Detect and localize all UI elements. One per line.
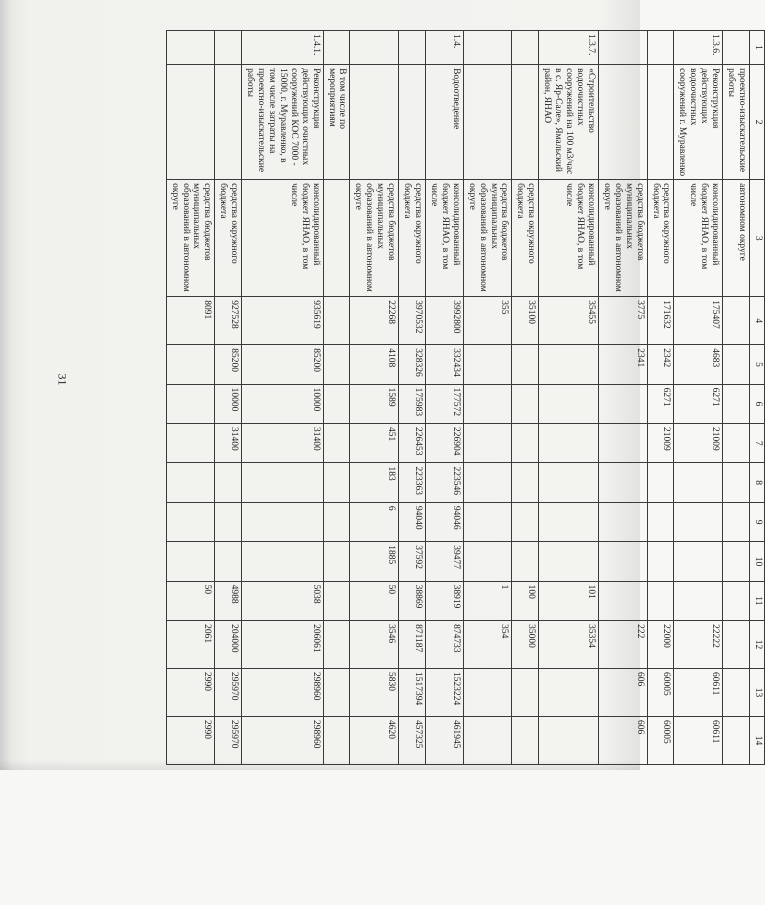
amount-cell bbox=[539, 716, 599, 764]
row-code-cell bbox=[512, 31, 539, 65]
column-header: 11 bbox=[750, 581, 765, 620]
measure-name-cell bbox=[399, 65, 426, 180]
measure-name-cell bbox=[166, 65, 215, 180]
amount-cell: 10000 bbox=[242, 384, 323, 423]
amount-cell: 60005 bbox=[647, 716, 674, 764]
funding-source-cell: средства бюджетов муниципальных образований в автономном округе bbox=[463, 180, 512, 297]
amount-cell: 2990 bbox=[166, 716, 215, 764]
amount-cell: 31400 bbox=[215, 424, 242, 463]
amount-cell: 60611 bbox=[674, 669, 723, 717]
amount-cell: 22000 bbox=[647, 621, 674, 669]
amount-cell: 3546 bbox=[350, 621, 399, 669]
amount-cell: 37592 bbox=[399, 542, 426, 581]
column-header: 10 bbox=[750, 542, 765, 581]
measure-name-cell bbox=[598, 65, 647, 180]
amount-cell bbox=[674, 463, 723, 502]
amount-cell: 1523224 bbox=[426, 669, 464, 717]
amount-cell: 328326 bbox=[399, 345, 426, 384]
amount-cell: 226453 bbox=[399, 424, 426, 463]
amount-cell: 1885 bbox=[350, 542, 399, 581]
amount-cell bbox=[674, 542, 723, 581]
amount-cell bbox=[598, 384, 647, 423]
amount-cell bbox=[723, 621, 750, 669]
amount-cell bbox=[539, 669, 599, 717]
amount-cell: 2341 bbox=[598, 345, 647, 384]
amount-cell: 2990 bbox=[166, 669, 215, 717]
amount-cell: 223546 bbox=[426, 463, 464, 502]
table-row bbox=[598, 31, 647, 765]
amount-cell: 4683 bbox=[674, 345, 723, 384]
amount-cell: 295970 bbox=[215, 716, 242, 764]
amount-cell bbox=[723, 502, 750, 541]
amount-cell bbox=[463, 384, 512, 423]
amount-cell bbox=[323, 502, 350, 541]
row-code-cell: 1.4. bbox=[426, 31, 464, 65]
amount-cell: 355 bbox=[463, 297, 512, 345]
amount-cell: 35354 bbox=[539, 621, 599, 669]
amount-cell: 222 bbox=[598, 621, 647, 669]
amount-cell: 177572 bbox=[426, 384, 464, 423]
amount-cell: 85200 bbox=[215, 345, 242, 384]
row-code-cell bbox=[323, 31, 350, 65]
amount-cell: 50 bbox=[166, 581, 215, 620]
amount-cell bbox=[166, 463, 215, 502]
amount-cell: 354 bbox=[463, 621, 512, 669]
amount-cell: 874733 bbox=[426, 621, 464, 669]
amount-cell: 101 bbox=[539, 581, 599, 620]
amount-cell: 2342 bbox=[647, 345, 674, 384]
column-header: 8 bbox=[750, 463, 765, 502]
amount-cell: 4108 bbox=[350, 345, 399, 384]
amount-cell bbox=[598, 424, 647, 463]
table-row bbox=[242, 31, 323, 765]
amount-cell bbox=[647, 542, 674, 581]
column-header: 3 bbox=[750, 180, 765, 297]
amount-cell bbox=[512, 345, 539, 384]
amount-cell: 38919 bbox=[426, 581, 464, 620]
amount-cell bbox=[323, 384, 350, 423]
amount-cell bbox=[463, 463, 512, 502]
row-code-cell bbox=[723, 31, 750, 65]
funding-source-cell: средства окружного бюджета bbox=[215, 180, 242, 297]
measure-name-cell bbox=[647, 65, 674, 180]
amount-cell bbox=[674, 502, 723, 541]
amount-cell bbox=[723, 716, 750, 764]
amount-cell: 171632 bbox=[647, 297, 674, 345]
measure-name-cell: проектно-изыскательские работы bbox=[723, 65, 750, 180]
amount-cell: 60005 bbox=[647, 669, 674, 717]
funding-source-cell: средства бюджетов муниципальных образований в автономном округе bbox=[166, 180, 215, 297]
amount-cell bbox=[323, 542, 350, 581]
amount-cell: 35100 bbox=[512, 297, 539, 345]
table-row bbox=[215, 31, 242, 765]
column-header: 13 bbox=[750, 669, 765, 717]
amount-cell: 175407 bbox=[674, 297, 723, 345]
row-code-cell bbox=[399, 31, 426, 65]
measure-name-cell: «Строительство водоочистных сооружений на 100 м3/час в с. Яр-Сале», Ямальский район, ЯНАО bbox=[539, 65, 599, 180]
column-header: 7 bbox=[750, 424, 765, 463]
amount-cell bbox=[512, 716, 539, 764]
amount-cell: 606 bbox=[598, 669, 647, 717]
row-code-cell bbox=[598, 31, 647, 65]
column-header: 9 bbox=[750, 502, 765, 541]
funding-source-cell: консолидированный бюджет ЯНАО, в том числе bbox=[539, 180, 599, 297]
amount-cell: 4988 bbox=[215, 581, 242, 620]
amount-cell: 10000 bbox=[215, 384, 242, 423]
amount-cell bbox=[598, 542, 647, 581]
amount-cell: 21009 bbox=[674, 424, 723, 463]
amount-cell: 332434 bbox=[426, 345, 464, 384]
table-row bbox=[323, 31, 350, 765]
amount-cell: 935619 bbox=[242, 297, 323, 345]
budget-table bbox=[166, 30, 765, 765]
amount-cell bbox=[539, 502, 599, 541]
row-code-cell bbox=[350, 31, 399, 65]
funding-source-cell: средства окружного бюджета bbox=[647, 180, 674, 297]
amount-cell bbox=[323, 345, 350, 384]
amount-cell bbox=[323, 669, 350, 717]
funding-source-cell: средства окружного бюджета bbox=[399, 180, 426, 297]
table-row bbox=[512, 31, 539, 765]
funding-source-cell: консолидированный бюджет ЯНАО, в том числе bbox=[242, 180, 323, 297]
amount-cell bbox=[723, 463, 750, 502]
amount-cell bbox=[242, 502, 323, 541]
amount-cell: 461945 bbox=[426, 716, 464, 764]
amount-cell: 22222 bbox=[674, 621, 723, 669]
amount-cell bbox=[166, 502, 215, 541]
amount-cell: 50 bbox=[350, 581, 399, 620]
table-row bbox=[166, 31, 215, 765]
amount-cell bbox=[323, 716, 350, 764]
amount-cell: 226904 bbox=[426, 424, 464, 463]
rotated-table-container bbox=[115, 30, 765, 765]
amount-cell bbox=[166, 424, 215, 463]
amount-cell bbox=[215, 502, 242, 541]
amount-cell bbox=[723, 384, 750, 423]
amount-cell: 606 bbox=[598, 716, 647, 764]
row-code-cell: 1.3.7. bbox=[539, 31, 599, 65]
funding-source-cell: консолидированный бюджет ЯНАО, в том числе bbox=[426, 180, 464, 297]
amount-cell: 204000 bbox=[215, 621, 242, 669]
amount-cell: 1589 bbox=[350, 384, 399, 423]
column-header: 6 bbox=[750, 384, 765, 423]
amount-cell bbox=[647, 502, 674, 541]
amount-cell: 85200 bbox=[242, 345, 323, 384]
table-row bbox=[426, 31, 464, 765]
amount-cell bbox=[242, 463, 323, 502]
column-header: 1 bbox=[750, 31, 765, 65]
row-code-cell: 1.3.6. bbox=[674, 31, 723, 65]
amount-cell bbox=[723, 581, 750, 620]
amount-cell bbox=[539, 345, 599, 384]
funding-source-cell: средства бюджетов муниципальных образований в автономном округе bbox=[598, 180, 647, 297]
amount-cell bbox=[463, 669, 512, 717]
amount-cell bbox=[463, 542, 512, 581]
table-row bbox=[399, 31, 426, 765]
amount-cell: 39477 bbox=[426, 542, 464, 581]
amount-cell bbox=[723, 424, 750, 463]
amount-cell bbox=[647, 463, 674, 502]
table-row bbox=[350, 31, 399, 765]
amount-cell: 1 bbox=[463, 581, 512, 620]
amount-cell bbox=[598, 502, 647, 541]
measure-name-cell: Водоотведение bbox=[426, 65, 464, 180]
amount-cell bbox=[323, 621, 350, 669]
amount-cell: 3775 bbox=[598, 297, 647, 345]
measure-name-cell bbox=[350, 65, 399, 180]
page-number: 31 bbox=[55, 373, 70, 386]
table-row bbox=[463, 31, 512, 765]
measure-name-cell bbox=[463, 65, 512, 180]
amount-cell bbox=[539, 424, 599, 463]
table-row bbox=[647, 31, 674, 765]
amount-cell: 4620 bbox=[350, 716, 399, 764]
amount-cell: 3992800 bbox=[426, 297, 464, 345]
amount-cell bbox=[463, 345, 512, 384]
amount-cell bbox=[647, 581, 674, 620]
amount-cell bbox=[512, 542, 539, 581]
table-row bbox=[539, 31, 599, 765]
amount-cell: 295970 bbox=[215, 669, 242, 717]
measure-name-cell bbox=[512, 65, 539, 180]
amount-cell bbox=[323, 424, 350, 463]
amount-cell bbox=[512, 384, 539, 423]
amount-cell: 298960 bbox=[242, 716, 323, 764]
amount-cell: 22268 bbox=[350, 297, 399, 345]
amount-cell: 21009 bbox=[647, 424, 674, 463]
column-header: 4 bbox=[750, 297, 765, 345]
amount-cell: 8091 bbox=[166, 297, 215, 345]
amount-cell: 457325 bbox=[399, 716, 426, 764]
amount-cell: 183 bbox=[350, 463, 399, 502]
amount-cell bbox=[463, 424, 512, 463]
amount-cell bbox=[166, 384, 215, 423]
row-code-cell: 1.4.1. bbox=[242, 31, 323, 65]
column-header: 2 bbox=[750, 65, 765, 180]
amount-cell bbox=[598, 581, 647, 620]
amount-cell: 2061 bbox=[166, 621, 215, 669]
amount-cell bbox=[723, 669, 750, 717]
column-header: 14 bbox=[750, 716, 765, 764]
amount-cell bbox=[215, 542, 242, 581]
amount-cell bbox=[512, 463, 539, 502]
amount-cell bbox=[598, 463, 647, 502]
amount-cell bbox=[323, 581, 350, 620]
amount-cell bbox=[539, 542, 599, 581]
table-row bbox=[674, 31, 723, 765]
amount-cell bbox=[463, 716, 512, 764]
amount-cell: 927528 bbox=[215, 297, 242, 345]
amount-cell bbox=[166, 542, 215, 581]
amount-cell: 451 bbox=[350, 424, 399, 463]
amount-cell bbox=[674, 581, 723, 620]
amount-cell bbox=[463, 502, 512, 541]
amount-cell: 298960 bbox=[242, 669, 323, 717]
amount-cell: 206061 bbox=[242, 621, 323, 669]
column-header: 12 bbox=[750, 621, 765, 669]
column-header: 5 bbox=[750, 345, 765, 384]
amount-cell: 5830 bbox=[350, 669, 399, 717]
measure-name-cell bbox=[215, 65, 242, 180]
amount-cell bbox=[539, 384, 599, 423]
amount-cell: 871187 bbox=[399, 621, 426, 669]
amount-cell bbox=[215, 463, 242, 502]
amount-cell: 100 bbox=[512, 581, 539, 620]
row-code-cell bbox=[215, 31, 242, 65]
funding-source-cell: консолидированный бюджет ЯНАО, в том числе bbox=[674, 180, 723, 297]
amount-cell: 35000 bbox=[512, 621, 539, 669]
amount-cell: 175983 bbox=[399, 384, 426, 423]
amount-cell: 31400 bbox=[242, 424, 323, 463]
amount-cell: 6 bbox=[350, 502, 399, 541]
amount-cell bbox=[512, 669, 539, 717]
amount-cell: 35455 bbox=[539, 297, 599, 345]
table-header-row bbox=[750, 31, 765, 765]
amount-cell: 94046 bbox=[426, 502, 464, 541]
funding-source-cell: автономном округе bbox=[723, 180, 750, 297]
measure-name-cell: Реконструкция действующих водоочистных сооружений г. Муравленко bbox=[674, 65, 723, 180]
row-code-cell bbox=[463, 31, 512, 65]
amount-cell bbox=[323, 463, 350, 502]
amount-cell bbox=[723, 345, 750, 384]
amount-cell bbox=[166, 345, 215, 384]
funding-source-cell: средства окружного бюджета bbox=[512, 180, 539, 297]
amount-cell: 60611 bbox=[674, 716, 723, 764]
amount-cell bbox=[323, 297, 350, 345]
amount-cell bbox=[242, 542, 323, 581]
amount-cell bbox=[723, 297, 750, 345]
row-code-cell bbox=[647, 31, 674, 65]
amount-cell bbox=[512, 502, 539, 541]
table-row bbox=[723, 31, 750, 765]
amount-cell: 6271 bbox=[647, 384, 674, 423]
amount-cell: 1517394 bbox=[399, 669, 426, 717]
amount-cell: 38869 bbox=[399, 581, 426, 620]
funding-source-cell bbox=[323, 180, 350, 297]
measure-name-cell: В том числе по мероприятиям bbox=[323, 65, 350, 180]
amount-cell: 94040 bbox=[399, 502, 426, 541]
measure-name-cell: Реконструкция действующих очистных сооружений КОС 7000 - 15000, г. Муравленко, в том числе затраты на проектно-изыскательские работы bbox=[242, 65, 323, 180]
table-body bbox=[166, 31, 749, 765]
row-code-cell bbox=[166, 31, 215, 65]
amount-cell bbox=[723, 542, 750, 581]
amount-cell: 6271 bbox=[674, 384, 723, 423]
amount-cell bbox=[512, 424, 539, 463]
amount-cell bbox=[539, 463, 599, 502]
amount-cell: 5038 bbox=[242, 581, 323, 620]
amount-cell: 3970532 bbox=[399, 297, 426, 345]
funding-source-cell: средства бюджетов муниципальных образований в автономном округе bbox=[350, 180, 399, 297]
amount-cell: 223363 bbox=[399, 463, 426, 502]
